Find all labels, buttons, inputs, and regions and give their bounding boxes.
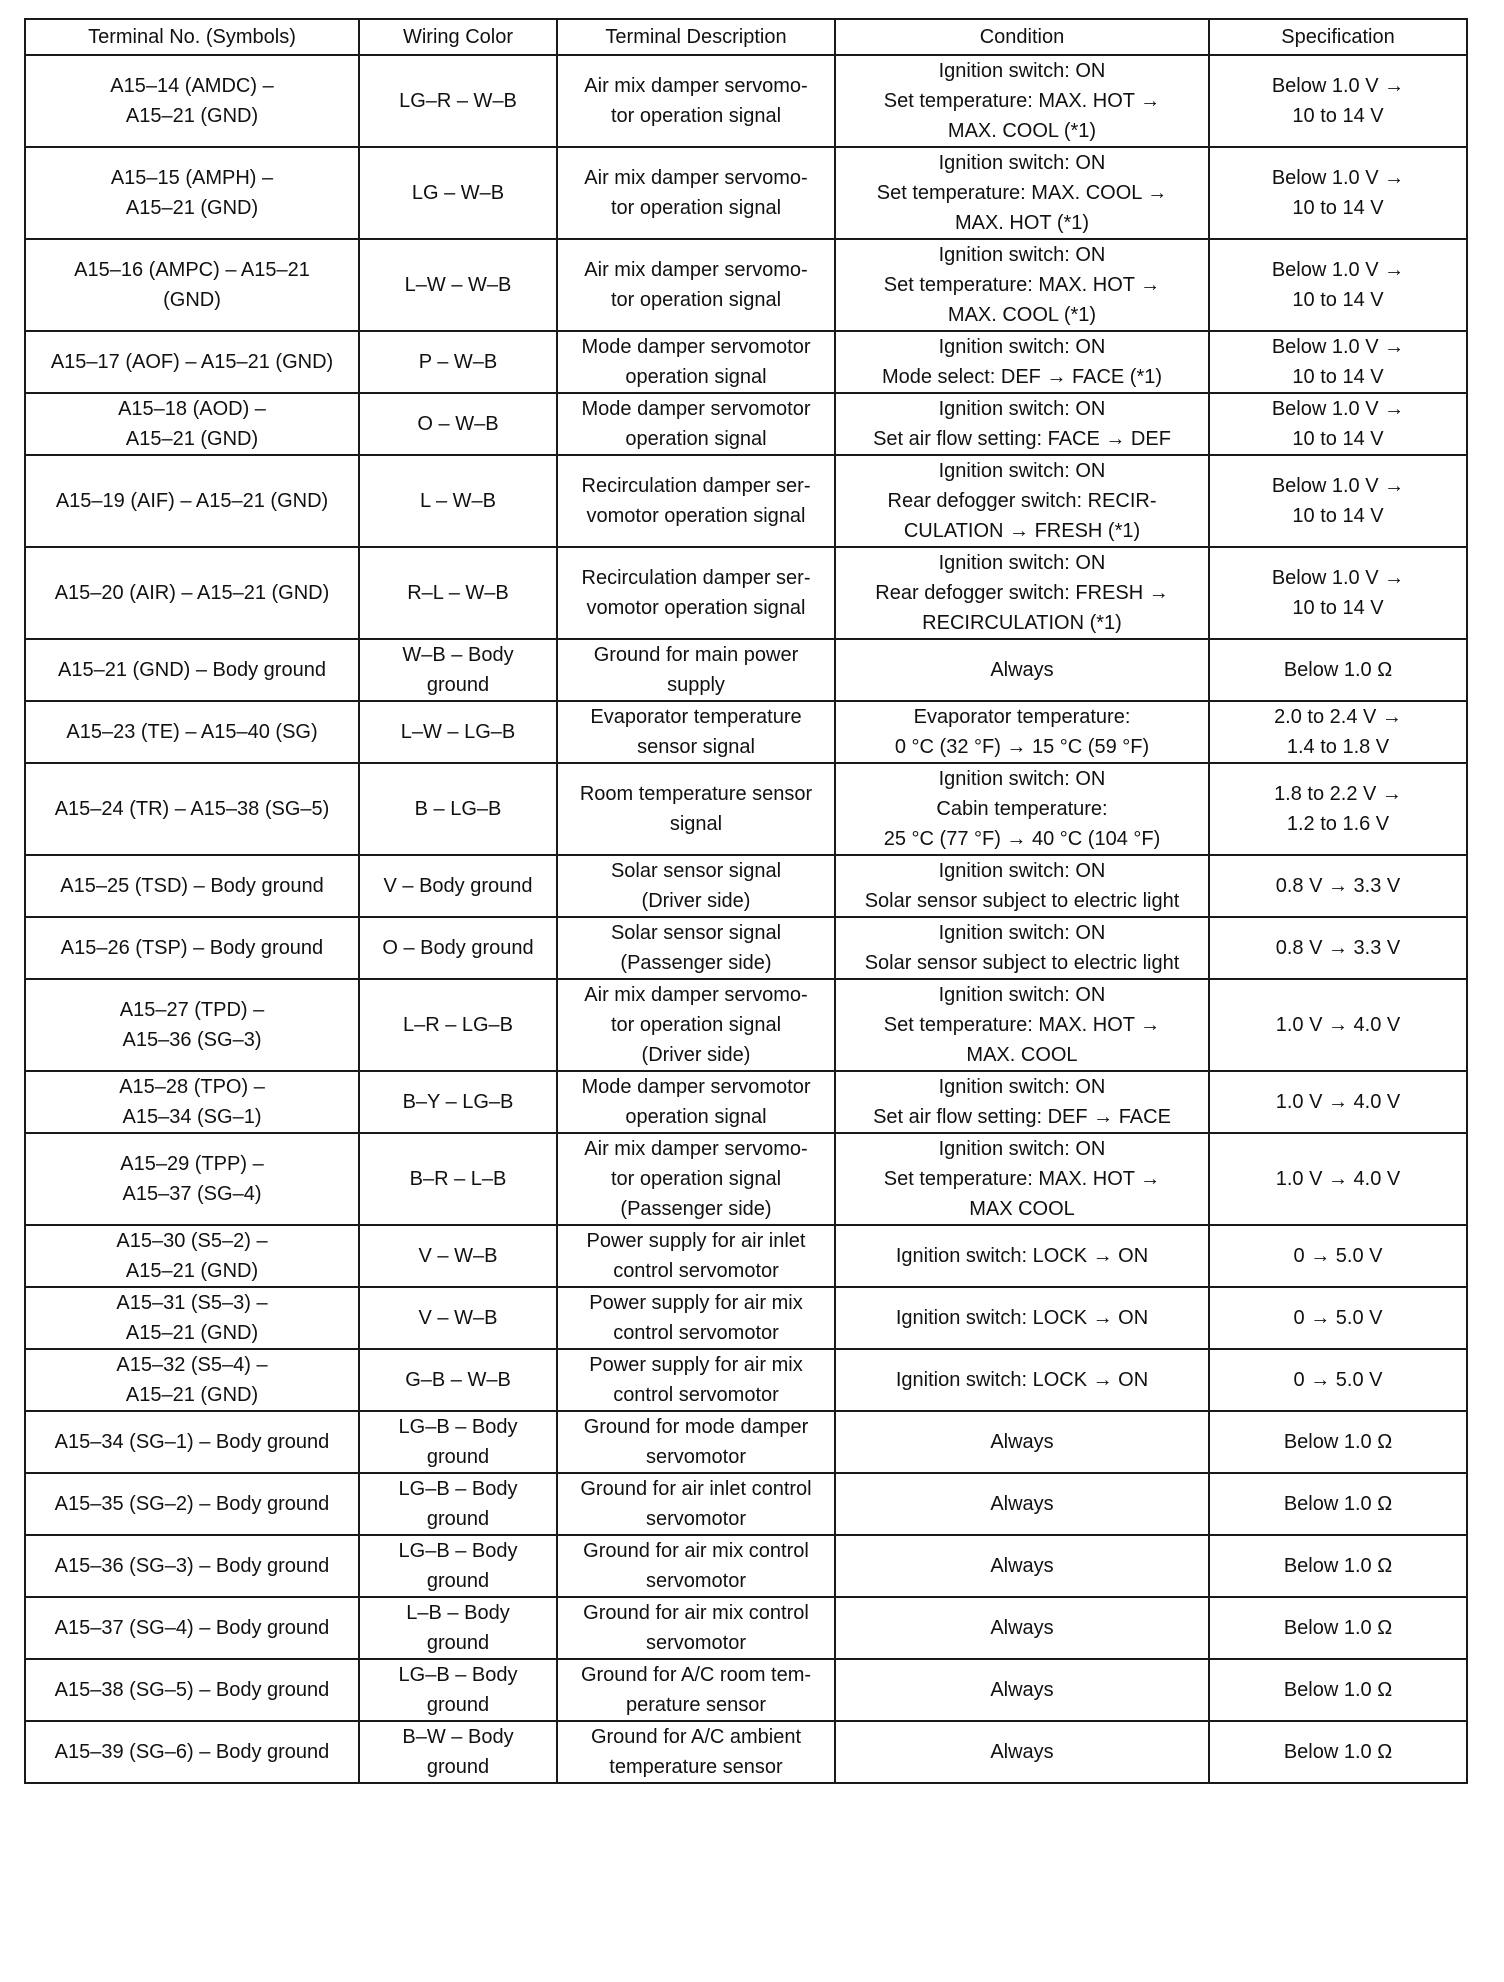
- specification-cell: 1.8 to 2.2 V → 1.2 to 1.6 V: [1209, 763, 1467, 855]
- wiring-color-cell: B – LG–B: [359, 763, 557, 855]
- wiring-color-cell: L–B – Body ground: [359, 1597, 557, 1659]
- condition-cell: Always: [835, 1659, 1209, 1721]
- wiring-color-cell: B–W – Body ground: [359, 1721, 557, 1783]
- terminal-description-cell: Recirculation damper ser- vomotor operation signal: [557, 455, 835, 547]
- table-body: [25, 55, 1467, 1783]
- terminal-no-cell: A15–31 (S5–3) – A15–21 (GND): [25, 1287, 359, 1349]
- wiring-color-cell: L–W – W–B: [359, 239, 557, 331]
- specification-cell: Below 1.0 Ω: [1209, 1473, 1467, 1535]
- header-wiring-color: Wiring Color: [359, 19, 557, 55]
- specification-cell: 0.8 V → 3.3 V: [1209, 855, 1467, 917]
- condition-cell: Evaporator temperature: 0 °C (32 °F) → 15 °C (59 °F): [835, 701, 1209, 763]
- specification-cell: Below 1.0 V → 10 to 14 V: [1209, 55, 1467, 147]
- terminal-description-cell: Mode damper servomotor operation signal: [557, 393, 835, 455]
- terminal-description-cell: Air mix damper servomo- tor operation signal (Passenger side): [557, 1133, 835, 1225]
- wiring-color-cell: V – W–B: [359, 1225, 557, 1287]
- condition-cell: Ignition switch: ON Set temperature: MAX. HOT → MAX. COOL (*1): [835, 239, 1209, 331]
- specification-cell: 0 → 5.0 V: [1209, 1287, 1467, 1349]
- terminal-description-cell: Ground for A/C ambient temperature sensor: [557, 1721, 835, 1783]
- table-row: [25, 147, 1467, 239]
- terminal-no-cell: A15–17 (AOF) – A15–21 (GND): [25, 331, 359, 393]
- wiring-color-cell: O – Body ground: [359, 917, 557, 979]
- specification-cell: Below 1.0 Ω: [1209, 1721, 1467, 1783]
- condition-cell: Ignition switch: LOCK → ON: [835, 1225, 1209, 1287]
- terminal-description-cell: Ground for air mix control servomotor: [557, 1597, 835, 1659]
- specification-cell: Below 1.0 Ω: [1209, 639, 1467, 701]
- table-row: [25, 1411, 1467, 1473]
- terminal-description-cell: Air mix damper servomo- tor operation signal: [557, 55, 835, 147]
- condition-cell: Ignition switch: ON Set temperature: MAX. HOT → MAX COOL: [835, 1133, 1209, 1225]
- terminal-description-cell: Air mix damper servomo- tor operation signal: [557, 147, 835, 239]
- wiring-color-cell: L – W–B: [359, 455, 557, 547]
- wiring-color-cell: LG–R – W–B: [359, 55, 557, 147]
- specification-cell: 0.8 V → 3.3 V: [1209, 917, 1467, 979]
- terminal-no-cell: A15–30 (S5–2) – A15–21 (GND): [25, 1225, 359, 1287]
- terminal-description-cell: Ground for air mix control servomotor: [557, 1535, 835, 1597]
- specification-cell: 1.0 V → 4.0 V: [1209, 1071, 1467, 1133]
- terminal-description-cell: Ground for main power supply: [557, 639, 835, 701]
- specification-cell: 2.0 to 2.4 V → 1.4 to 1.8 V: [1209, 701, 1467, 763]
- condition-cell: Ignition switch: ON Set air flow setting: DEF → FACE: [835, 1071, 1209, 1133]
- terminal-no-cell: A15–23 (TE) – A15–40 (SG): [25, 701, 359, 763]
- wiring-color-cell: LG–B – Body ground: [359, 1411, 557, 1473]
- condition-cell: Ignition switch: ON Set air flow setting: FACE → DEF: [835, 393, 1209, 455]
- specification-cell: Below 1.0 V → 10 to 14 V: [1209, 147, 1467, 239]
- terminal-no-cell: A15–25 (TSD) – Body ground: [25, 855, 359, 917]
- table-row: [25, 1721, 1467, 1783]
- table-row: [25, 701, 1467, 763]
- wiring-color-cell: LG–B – Body ground: [359, 1473, 557, 1535]
- specification-cell: Below 1.0 Ω: [1209, 1411, 1467, 1473]
- header-terminal-no: Terminal No. (Symbols): [25, 19, 359, 55]
- table-row: [25, 1225, 1467, 1287]
- table-row: [25, 239, 1467, 331]
- terminal-no-cell: A15–38 (SG–5) – Body ground: [25, 1659, 359, 1721]
- table-row: [25, 763, 1467, 855]
- wiring-color-cell: LG – W–B: [359, 147, 557, 239]
- terminal-no-cell: A15–27 (TPD) – A15–36 (SG–3): [25, 979, 359, 1071]
- terminal-no-cell: A15–37 (SG–4) – Body ground: [25, 1597, 359, 1659]
- terminal-description-cell: Air mix damper servomo- tor operation signal: [557, 239, 835, 331]
- wiring-color-cell: P – W–B: [359, 331, 557, 393]
- terminal-description-cell: Recirculation damper ser- vomotor operation signal: [557, 547, 835, 639]
- table-row: [25, 1597, 1467, 1659]
- specification-cell: 1.0 V → 4.0 V: [1209, 979, 1467, 1071]
- terminal-description-cell: Mode damper servomotor operation signal: [557, 331, 835, 393]
- condition-cell: Ignition switch: ON Set temperature: MAX. HOT → MAX. COOL: [835, 979, 1209, 1071]
- terminal-no-cell: A15–14 (AMDC) – A15–21 (GND): [25, 55, 359, 147]
- condition-cell: Ignition switch: ON Cabin temperature: 25 °C (77 °F) → 40 °C (104 °F): [835, 763, 1209, 855]
- condition-cell: Ignition switch: ON Set temperature: MAX. COOL → MAX. HOT (*1): [835, 147, 1209, 239]
- wiring-color-cell: LG–B – Body ground: [359, 1535, 557, 1597]
- terminal-no-cell: A15–24 (TR) – A15–38 (SG–5): [25, 763, 359, 855]
- table-row: [25, 55, 1467, 147]
- table-row: [25, 1287, 1467, 1349]
- wiring-color-cell: O – W–B: [359, 393, 557, 455]
- specification-cell: Below 1.0 V → 10 to 14 V: [1209, 393, 1467, 455]
- terminal-spec-table: [24, 18, 1468, 1784]
- condition-cell: Ignition switch: ON Mode select: DEF → FACE (*1): [835, 331, 1209, 393]
- table-row: [25, 455, 1467, 547]
- terminal-description-cell: Evaporator temperature sensor signal: [557, 701, 835, 763]
- condition-cell: Ignition switch: LOCK → ON: [835, 1287, 1209, 1349]
- wiring-color-cell: B–Y – LG–B: [359, 1071, 557, 1133]
- terminal-description-cell: Power supply for air mix control servomotor: [557, 1287, 835, 1349]
- condition-cell: Ignition switch: ON Rear defogger switch: RECIR- CULATION → FRESH (*1): [835, 455, 1209, 547]
- terminal-description-cell: Room temperature sensor signal: [557, 763, 835, 855]
- terminal-no-cell: A15–26 (TSP) – Body ground: [25, 917, 359, 979]
- terminal-no-cell: A15–39 (SG–6) – Body ground: [25, 1721, 359, 1783]
- specification-cell: Below 1.0 Ω: [1209, 1535, 1467, 1597]
- wiring-color-cell: L–R – LG–B: [359, 979, 557, 1071]
- terminal-no-cell: A15–20 (AIR) – A15–21 (GND): [25, 547, 359, 639]
- table-row: [25, 1535, 1467, 1597]
- wiring-color-cell: V – W–B: [359, 1287, 557, 1349]
- terminal-no-cell: A15–16 (AMPC) – A15–21 (GND): [25, 239, 359, 331]
- table-row: [25, 639, 1467, 701]
- header-terminal-description: Terminal Description: [557, 19, 835, 55]
- specification-cell: Below 1.0 V → 10 to 14 V: [1209, 547, 1467, 639]
- table-row: [25, 547, 1467, 639]
- terminal-no-cell: A15–32 (S5–4) – A15–21 (GND): [25, 1349, 359, 1411]
- wiring-color-cell: LG–B – Body ground: [359, 1659, 557, 1721]
- specification-cell: Below 1.0 V → 10 to 14 V: [1209, 239, 1467, 331]
- table-row: [25, 1473, 1467, 1535]
- table-row: [25, 979, 1467, 1071]
- header-row: [25, 19, 1467, 55]
- terminal-no-cell: A15–15 (AMPH) – A15–21 (GND): [25, 147, 359, 239]
- condition-cell: Always: [835, 639, 1209, 701]
- wiring-color-cell: W–B – Body ground: [359, 639, 557, 701]
- wiring-color-cell: V – Body ground: [359, 855, 557, 917]
- terminal-description-cell: Power supply for air inlet control servomotor: [557, 1225, 835, 1287]
- condition-cell: Ignition switch: ON Solar sensor subject to electric light: [835, 855, 1209, 917]
- specification-cell: 1.0 V → 4.0 V: [1209, 1133, 1467, 1225]
- table-row: [25, 331, 1467, 393]
- wiring-color-cell: G–B – W–B: [359, 1349, 557, 1411]
- table-row: [25, 1071, 1467, 1133]
- table-row: [25, 1349, 1467, 1411]
- terminal-description-cell: Power supply for air mix control servomotor: [557, 1349, 835, 1411]
- condition-cell: Always: [835, 1473, 1209, 1535]
- terminal-no-cell: A15–28 (TPO) – A15–34 (SG–1): [25, 1071, 359, 1133]
- terminal-no-cell: A15–34 (SG–1) – Body ground: [25, 1411, 359, 1473]
- specification-cell: Below 1.0 V → 10 to 14 V: [1209, 331, 1467, 393]
- terminal-description-cell: Ground for mode damper servomotor: [557, 1411, 835, 1473]
- terminal-description-cell: Air mix damper servomo- tor operation signal (Driver side): [557, 979, 835, 1071]
- terminal-no-cell: A15–29 (TPP) – A15–37 (SG–4): [25, 1133, 359, 1225]
- condition-cell: Always: [835, 1535, 1209, 1597]
- terminal-no-cell: A15–18 (AOD) – A15–21 (GND): [25, 393, 359, 455]
- table-row: [25, 917, 1467, 979]
- condition-cell: Always: [835, 1721, 1209, 1783]
- terminal-description-cell: Solar sensor signal (Driver side): [557, 855, 835, 917]
- condition-cell: Always: [835, 1597, 1209, 1659]
- wiring-color-cell: B–R – L–B: [359, 1133, 557, 1225]
- terminal-description-cell: Ground for air inlet control servomotor: [557, 1473, 835, 1535]
- terminal-description-cell: Solar sensor signal (Passenger side): [557, 917, 835, 979]
- specification-cell: 0 → 5.0 V: [1209, 1225, 1467, 1287]
- specification-cell: Below 1.0 Ω: [1209, 1659, 1467, 1721]
- specification-cell: 0 → 5.0 V: [1209, 1349, 1467, 1411]
- table-row: [25, 1133, 1467, 1225]
- table-row: [25, 855, 1467, 917]
- table-row: [25, 1659, 1467, 1721]
- wiring-color-cell: R–L – W–B: [359, 547, 557, 639]
- wiring-color-cell: L–W – LG–B: [359, 701, 557, 763]
- specification-cell: Below 1.0 Ω: [1209, 1597, 1467, 1659]
- terminal-no-cell: A15–19 (AIF) – A15–21 (GND): [25, 455, 359, 547]
- condition-cell: Ignition switch: ON Rear defogger switch: FRESH → RECIRCULATION (*1): [835, 547, 1209, 639]
- condition-cell: Always: [835, 1411, 1209, 1473]
- terminal-description-cell: Mode damper servomotor operation signal: [557, 1071, 835, 1133]
- condition-cell: Ignition switch: ON Set temperature: MAX. HOT → MAX. COOL (*1): [835, 55, 1209, 147]
- specification-cell: Below 1.0 V → 10 to 14 V: [1209, 455, 1467, 547]
- terminal-no-cell: A15–35 (SG–2) – Body ground: [25, 1473, 359, 1535]
- condition-cell: Ignition switch: ON Solar sensor subject to electric light: [835, 917, 1209, 979]
- header-specification: Specification: [1209, 19, 1467, 55]
- terminal-no-cell: A15–36 (SG–3) – Body ground: [25, 1535, 359, 1597]
- terminal-description-cell: Ground for A/C room tem- perature sensor: [557, 1659, 835, 1721]
- header-condition: Condition: [835, 19, 1209, 55]
- table-row: [25, 393, 1467, 455]
- terminal-no-cell: A15–21 (GND) – Body ground: [25, 639, 359, 701]
- condition-cell: Ignition switch: LOCK → ON: [835, 1349, 1209, 1411]
